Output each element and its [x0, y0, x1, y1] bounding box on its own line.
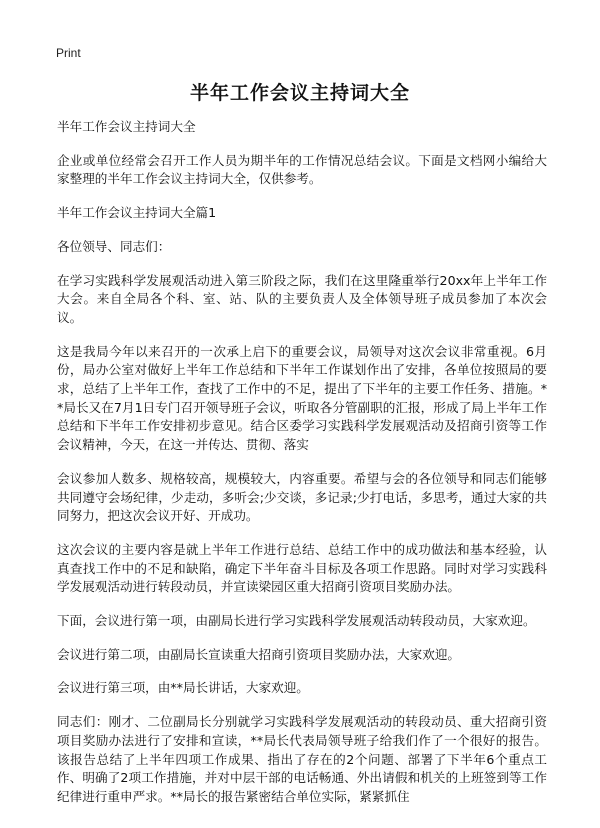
- body-paragraph: 这次会议的主要内容是就上半年工作进行总结、总结工作中的成功做法和基本经验，认真查找工作中的不足和缺陷，确定下半年奋斗目标及各项工作思路。同时对学习实践科学发展观活动进行转段动员，并宣读梁园区重大招商引资项目奖励办法。: [57, 541, 547, 595]
- body-paragraph: 会议参加人数多、规格较高，规模较大，内容重要。希望与会的各位领导和同志们能够共同遵守会场纪律，少走动，多听会;少交谈，多记录;少打电话，多思考，通过大家的共同努力，把这次会议开好、开成功。: [57, 470, 547, 524]
- salutation-paragraph: 各位领导、同志们：: [57, 238, 171, 254]
- document-title: 半年工作会议主持词大全: [189, 82, 410, 104]
- body-paragraph: 在学习实践科学发展观活动进入第三阶段之际，我们在这里隆重举行20xx年上半年工作大会。来自全局各个科、室、站、队的主要负责人及全体领导班子成员参加了本次会议。: [57, 272, 547, 325]
- print-link[interactable]: Print: [56, 46, 81, 60]
- subtitle-paragraph: 半年工作会议主持词大全: [57, 119, 196, 134]
- intro-paragraph: 企业或单位经常会召开工作人员为期半年的工作情况总结会议。下面是文档网小编给大家整理的半年工作会议主持词大全，仅供参考。: [57, 152, 547, 187]
- document-body: [57, 118, 547, 822]
- body-paragraph: 会议进行第三项，由**局长讲话，大家欢迎。: [57, 680, 309, 696]
- section-heading: 半年工作会议主持词大全篇1: [57, 205, 217, 221]
- body-paragraph: 这是我局今年以来召开的一次承上启下的重要会议，局领导对这次会议非常重视。6月份，局办公室对做好上半年工作总结和下半年工作谋划作出了安排，各单位按照局的要求，总结了上半年工作，查找了工作中的不足，提出了下半年的主要工作任务、措施。**局长又在7月1日专门召开领导班子会议，听取各分管副职的汇报，形成了局上半年工作总结和下半年工作安排初步意见。结合区委学习实践科学发展观活动及招商引资等工作会议精神，今天，在这一并传达、贯彻、落实: [57, 343, 547, 453]
- body-paragraph: 同志们：刚才、二位副局长分别就学习实践科学发展观活动的转段动员、重大招商引资项目奖励办法进行了安排和宣读，**局长代表局领导班子给我们作了一个很好的报告。该报告总结了上半年四项工作成果、指出了存在的2个问题、部署了下半年6个重点工作、明确了2项工作措施，并对中层干部的电话畅通、外出请假和机关的上班签到等工作纪律进行重申严求。**局长的报告紧密结合单位实际，紧紧抓住: [57, 714, 547, 804]
- body-paragraph: 会议进行第二项，由副局长宣读重大招商引资项目奖励办法，大家欢迎。: [57, 646, 460, 662]
- body-paragraph: 下面，会议进行第一项，由副局长进行学习实践科学发展观活动转段动员，大家欢迎。: [57, 613, 536, 629]
